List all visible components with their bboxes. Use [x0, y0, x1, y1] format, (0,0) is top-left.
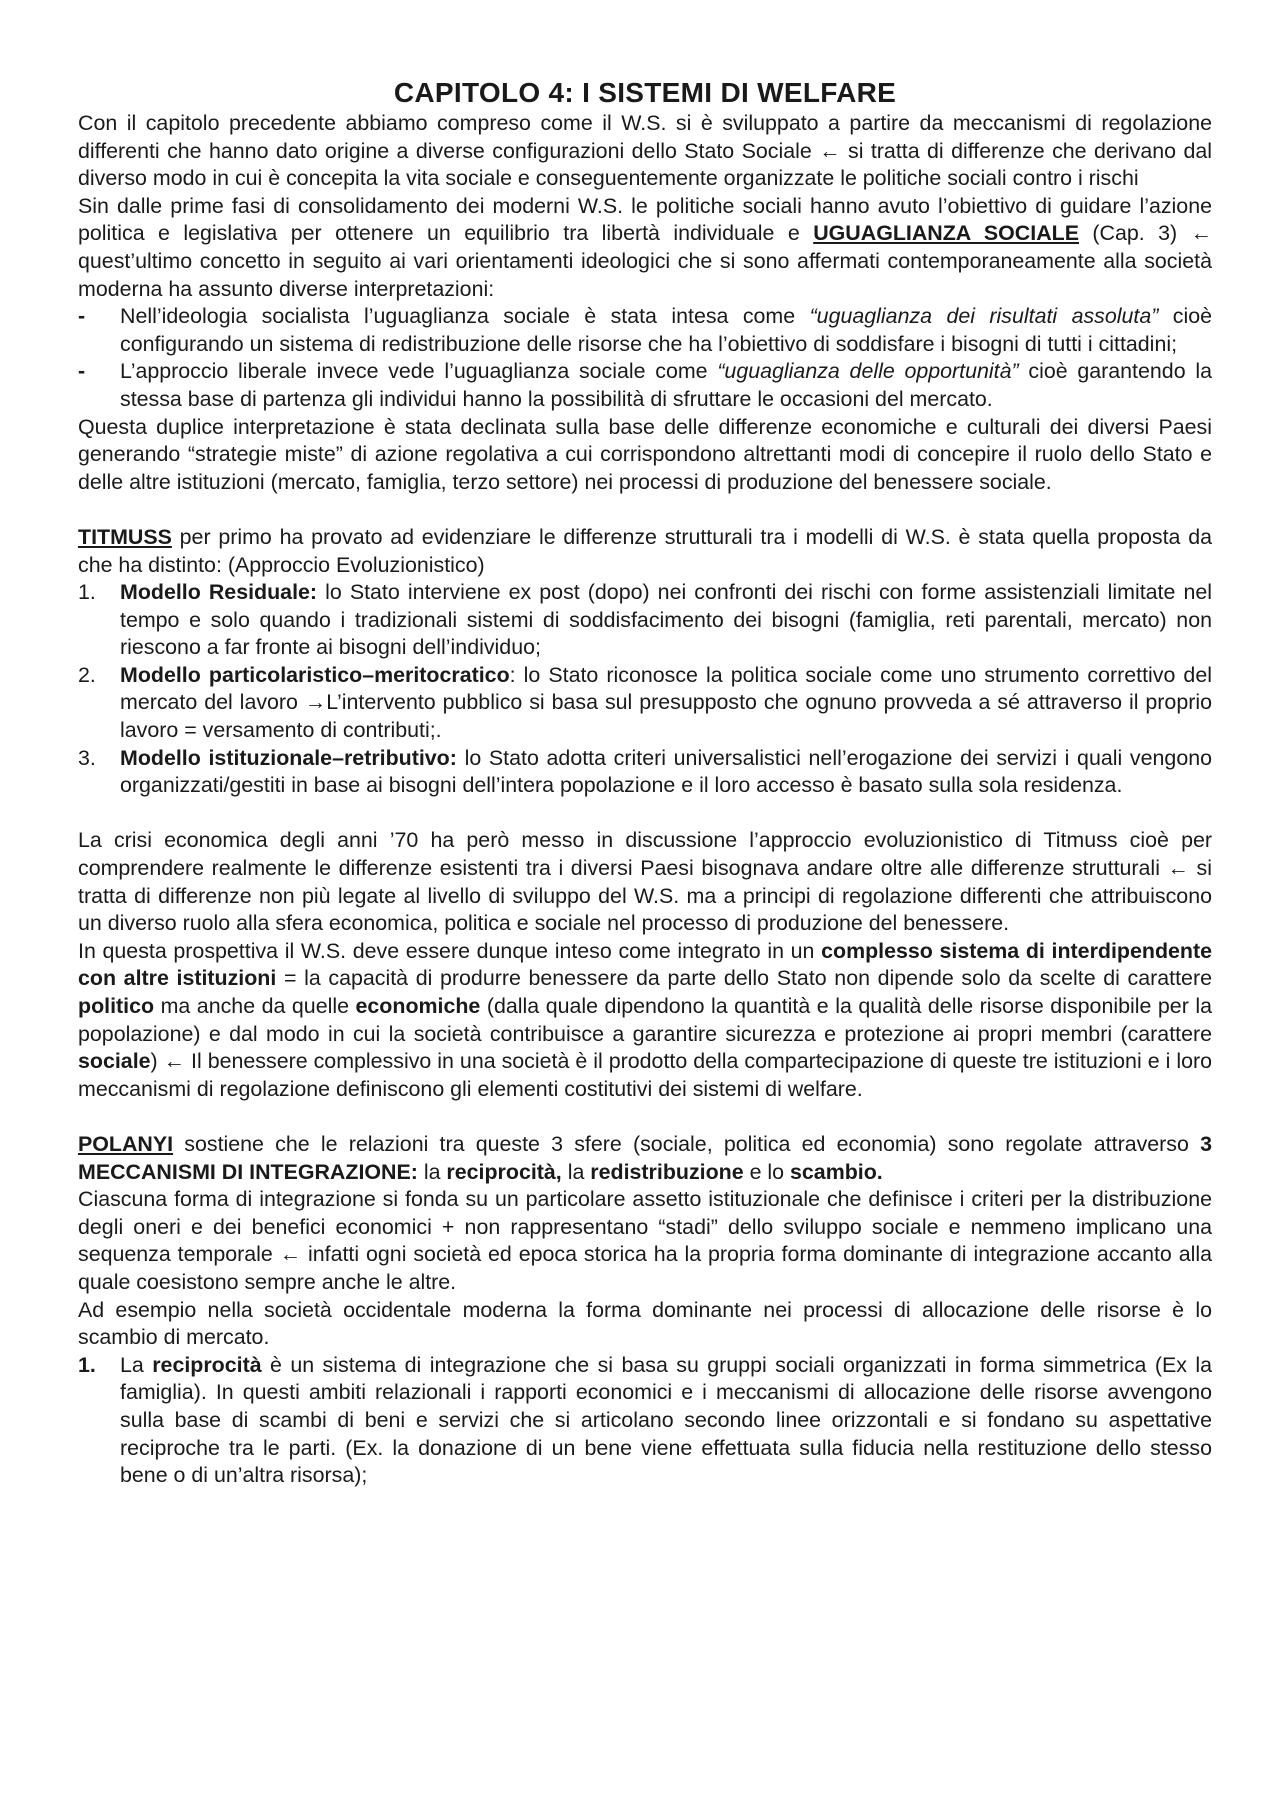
- list-item: - L’approccio liberale invece vede l’uguaglianza sociale come “uguaglianza delle opportunità” cioè garantendo la stessa base di partenza gli individui hanno la possibilità di sfruttare le occasioni del mercato.: [78, 359, 1212, 411]
- perspective-paragraph: In questa prospettiva il W.S. deve essere dunque inteso come integrato in un complesso sistema di interdipendente con altre istituzioni = la capacità di produrre benessere da parte dello Stato non dipende solo da scelte di carattere politico ma anche da quelle economiche (dalla quale dipendono la quantità e la qualità delle risorse disponibile per la popolazione) e dal modo in cui la società contribuisce a garantire sicurezza e protezione ai propri membri (carattere sociale) ← Il benessere complessivo in una società è il prodotto della compartecipazione di queste tre istituzioni e i loro meccanismi di regolazione definiscono gli elementi costitutivi dei sistemi di welfare.: [78, 938, 1212, 1101]
- equality-paragraph: Sin dalle prime fasi di consolidamento dei moderni W.S. le politiche sociali hanno avuto l’obiettivo di guidare l’azione politica e legislativa per ottenere un equilibrio tra libertà individuale e UGUAGLIANZA SOCIALE (Cap. 3) ← quest’ultimo concetto in seguito ai vari orientamenti ideologici che si sono affermati contemporaneamente alla società moderna ha assunto diverse interpretazioni:: [78, 193, 1213, 301]
- model-item: 3. Modello istituzionale–retributivo: lo Stato adotta criteri universalistici nell’erogazione dei servizi i quali vengono organizzati/gestiti in base ai bisogni dell’intera popolazione e il loro accesso è basato sulla sola residenza.: [78, 745, 1213, 798]
- titmuss-paragraph: TITMUSS per primo ha provato ad evidenziare le differenze strutturali tra i modelli di W.S. è stata quella proposta da che ha distinto: (Approccio Evoluzionistico): [78, 524, 1212, 577]
- interpretation-paragraph: Questa duplice interpretazione è stata declinata sulla base delle differenze economiche e culturali dei diversi Paesi generando “strategie miste” di azione regolativa a cui corrispondono altrettanti modi di concepire il ruolo dello Stato e delle altre istituzioni (mercato, famiglia, terzo settore) nei processi di produzione del benessere sociale.: [78, 414, 1212, 494]
- chapter-title: CAPITOLO 4: I SISTEMI DI WELFARE: [393, 77, 897, 108]
- polanyi-name: POLANYI: [78, 1131, 174, 1156]
- titmuss-name: TITMUSS: [78, 524, 172, 549]
- integration-paragraph: Ciascuna forma di integrazione si fonda su un particolare assetto istituzionale che definisce i criteri per la distribuzione degli oneri e dei benefici economici + non rappresentano “stadi” dello sviluppo sociale e nemmeno implicano una sequenza temporale ← infatti ogni società ed epoca storica ha la propria forma dominante di integrazione accanto alla quale coesistono sempre anche le altre.: [78, 1187, 1212, 1294]
- social-equality-term: UGUAGLIANZA SOCIALE: [813, 221, 1079, 246]
- polanyi-paragraph: POLANYI sostiene che le relazioni tra queste 3 sfere (sociale, politica ed economia) sono regolate attraverso 3 MECCANISMI DI INTEGRAZIONE: la reciprocità, la redistribuzione e lo scambio.: [78, 1131, 1212, 1184]
- model-item: 1. Modello Residuale: lo Stato interviene ex post (dopo) nei confronti dei rischi con forme assistenziali limitate nel tempo e solo quando i tradizionali sistemi di soddisfacimento dei bisogni (famiglia, reti parentali, mercato) non riescono a far fronte ai bisogni dell’individuo;: [78, 580, 1212, 660]
- mechanism-item: 1. La reciprocità è un sistema di integrazione che si basa su gruppi sociali organizzati in forma simmetrica (Ex la famiglia). In questi ambiti relazionali i rapporti economici e i meccanismi di allocazione delle risorse avvengono sulla base di scambi di beni e servizi che si articolano secondo linee orizzontali e si fondano su aspettative reciproche tra le parti. (Ex. la donazione di un bene viene effettuata sulla fiducia nella restituzione dello stesso bene o di un’altra risorsa);: [78, 1352, 1212, 1488]
- model-item: 2. Modello particolaristico–meritocratico: lo Stato riconosce la politica sociale come uno strumento correttivo del mercato del lavoro →L’intervento pubblico si basa sul presupposto che ognuno provveda a sé attraverso il proprio lavoro = versamento di contributi;.: [78, 662, 1212, 743]
- intro-paragraph: Con il capitolo precedente abbiamo compreso come il W.S. si è sviluppato a partire da meccanismi di regolazione differenti che hanno dato origine a diverse configurazioni dello Stato Sociale ← si tratta di differenze che derivano dal diverso modo in cui è concepita la vita sociale e conseguentemente organizzate le politiche sociali contro i rischi: [78, 111, 1212, 191]
- example-paragraph: Ad esempio nella società occidentale moderna la forma dominante nei processi di allocazione delle risorse è lo scambio di mercato.: [78, 1297, 1212, 1350]
- document-page: [78, 76, 1212, 1490]
- list-item: - Nell’ideologia socialista l’uguaglianza sociale è stata intesa come “uguaglianza dei risultati assoluta” cioè configurando un sistema di redistribuzione delle risorse che ha l’obiettivo di soddisfare i bisogni di tutti i cittadini;: [78, 304, 1213, 356]
- crisis-paragraph: La crisi economica degli anni ’70 ha però messo in discussione l’approccio evoluzionistico di Titmuss cioè per comprendere realmente le differenze esistenti tra i diversi Paesi bisognava andare oltre alle differenze strutturali ← si tratta di differenze non più legate al livello di sviluppo del W.S. ma a principi di regolazione differenti che attribuiscono un diverso ruolo alla sfera economica, politica e sociale nel processo di produzione del benessere.: [78, 828, 1212, 936]
